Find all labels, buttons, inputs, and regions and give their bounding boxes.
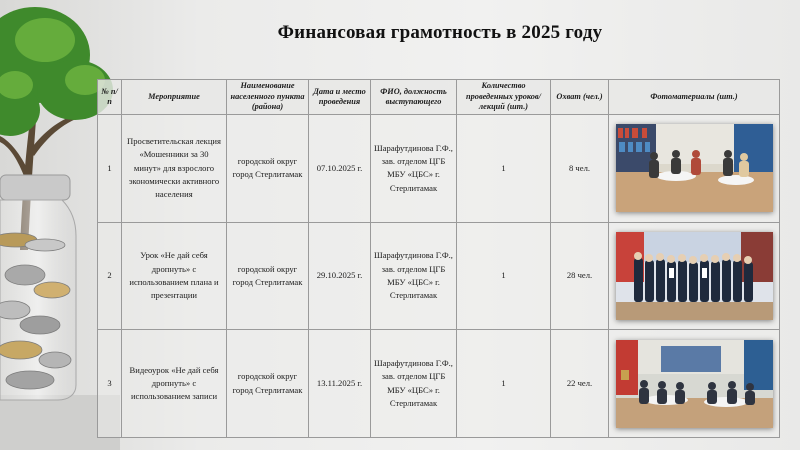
row-date: 29.10.2025 г. bbox=[309, 222, 371, 330]
header-reach: Охват (чел.) bbox=[551, 80, 609, 115]
row-photo-cell bbox=[609, 222, 780, 330]
row-reach: 22 чел. bbox=[551, 330, 609, 438]
table-row bbox=[98, 330, 780, 438]
table-row bbox=[98, 115, 780, 223]
header-num: № п/п bbox=[98, 80, 122, 115]
row-person: Шарафутдинова Г.Ф., зав. отделом ЦГБ МБУ «ЦБС» г. Стерлитамак bbox=[371, 222, 457, 330]
row-event: Просветительская лекция «Мошенники за 30 минут» для взрослого экономически активного населения bbox=[122, 115, 227, 223]
row-reach: 28 чел. bbox=[551, 222, 609, 330]
row-date: 13.11.2025 г. bbox=[309, 330, 371, 438]
row-num: 3 bbox=[98, 330, 122, 438]
row-date: 07.10.2025 г. bbox=[309, 115, 371, 223]
row-count: 1 bbox=[457, 222, 551, 330]
row-photo-cell bbox=[609, 115, 780, 223]
events-table bbox=[97, 79, 780, 438]
event-photo bbox=[616, 232, 773, 320]
table-header-row bbox=[98, 80, 780, 115]
row-place: городской округ город Стерлитамак bbox=[227, 115, 309, 223]
header-person: ФИО, должность выступающего bbox=[371, 80, 457, 115]
header-date: Дата и место проведения bbox=[309, 80, 371, 115]
row-person: Шарафутдинова Г.Ф., зав. отделом ЦГБ МБУ «ЦБС» г. Стерлитамак bbox=[371, 330, 457, 438]
row-place: городской округ город Стерлитамак bbox=[227, 222, 309, 330]
header-event: Мероприятие bbox=[122, 80, 227, 115]
event-photo bbox=[616, 340, 773, 428]
row-event: Урок «Не дай себя дропнуть» с использованием плана и презентации bbox=[122, 222, 227, 330]
event-photo bbox=[616, 124, 773, 212]
row-person: Шарафутдинова Г.Ф., зав. отделом ЦГБ МБУ «ЦБС» г. Стерлитамак bbox=[371, 115, 457, 223]
slide-title: Финансовая грамотность в 2025 году bbox=[277, 22, 603, 43]
row-photo-cell bbox=[609, 330, 780, 438]
row-reach: 8 чел. bbox=[551, 115, 609, 223]
row-place: городской округ город Стерлитамак bbox=[227, 330, 309, 438]
row-count: 1 bbox=[457, 330, 551, 438]
row-num: 1 bbox=[98, 115, 122, 223]
row-count: 1 bbox=[457, 115, 551, 223]
header-place: Наименование населенного пункта (района) bbox=[227, 80, 309, 115]
table-row bbox=[98, 222, 780, 330]
row-num: 2 bbox=[98, 222, 122, 330]
header-count: Количество проведенных уроков/лекций (шт.) bbox=[457, 80, 551, 115]
row-event: Видеоурок «Не дай себя дропнуть» с использованием записи bbox=[122, 330, 227, 438]
header-photos: Фотоматериалы (шт.) bbox=[609, 80, 780, 115]
